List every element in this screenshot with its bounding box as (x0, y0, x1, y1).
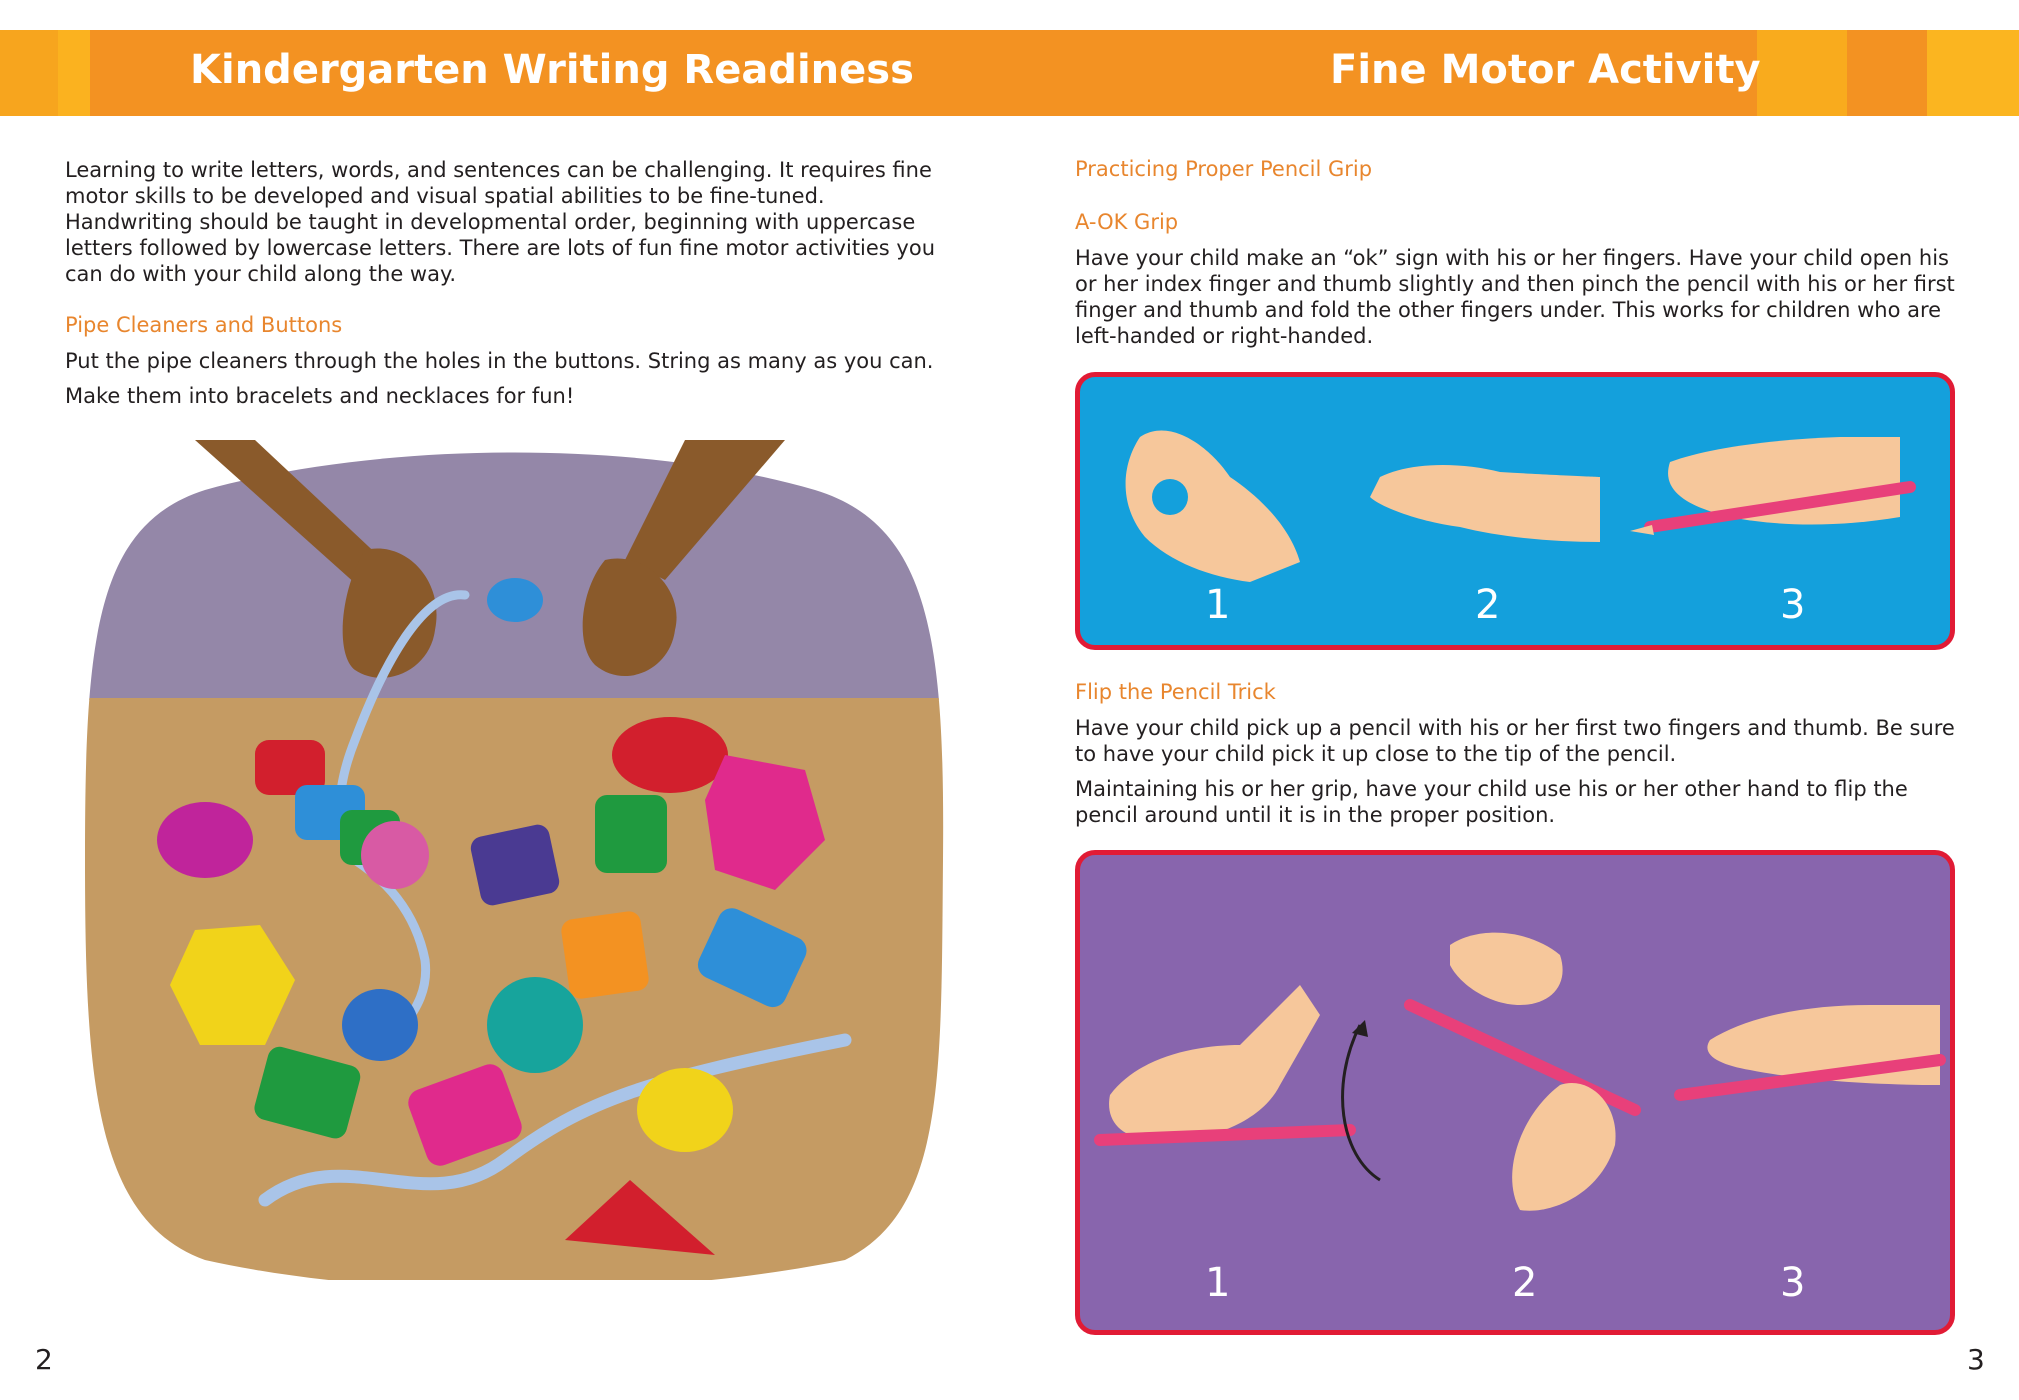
left-page-title: Kindergarten Writing Readiness (190, 47, 914, 93)
aok-grip-panel (1075, 372, 1955, 650)
right-page-title: Fine Motor Activity (1330, 47, 1761, 93)
pipe-step-1: Put the pipe cleaners through the holes in the buttons. String as many as you can. (65, 349, 934, 373)
flip-step-label-2: 2 (1512, 1260, 1538, 1306)
aok-step-label-1: 1 (1205, 582, 1231, 628)
flip-step-label-1: 1 (1205, 1260, 1231, 1306)
aok-grip-paragraph: Have your child make an “ok” sign with his or her fingers. Have your child open his or her index finger and thumb slightly and then pinch the pencil with his or her first finger and thumb and fold the other fingers under. This works for children who are left-handed or right-handed. (1075, 246, 1955, 348)
section-heading-pipe-cleaners: Pipe Cleaners and Buttons (65, 313, 343, 337)
section-heading-flip-pencil: Flip the Pencil Trick (1075, 680, 1276, 704)
buttons-illustration (85, 440, 945, 1280)
pipe-step-2: Make them into bracelets and necklaces for fun! (65, 384, 575, 408)
flip-paragraph-2: Maintaining his or her grip, have your child use his or her other hand to flip the pencil around until it is in the proper position. (1075, 777, 1908, 827)
aok-step-label-3: 3 (1780, 582, 1806, 628)
section-heading-aok-grip: A-OK Grip (1075, 210, 1179, 234)
header-banner (0, 30, 2019, 116)
banner-stripe (1757, 30, 1847, 116)
main-heading-pencil-grip: Practicing Proper Pencil Grip (1075, 157, 1373, 181)
left-page-number: 2 (35, 1343, 53, 1376)
intro-paragraph: Learning to write letters, words, and sentences can be challenging. It requires fine motor skills to be developed and visual spatial abilities to be fine-tuned. Handwriting should be taught in developmental order, beginning with uppercase letters followed by lowercase letters. There are lots of fun fine motor activities you can do with your child along the way. (65, 158, 936, 286)
flip-step-label-3: 3 (1780, 1260, 1806, 1306)
flip-pencil-hands (1080, 855, 1950, 1330)
aok-step-label-2: 2 (1475, 582, 1501, 628)
banner-stripe (58, 30, 90, 116)
banner-stripe (1847, 30, 1927, 116)
right-page-number: 3 (1967, 1343, 1985, 1376)
flip-pencil-panel (1075, 850, 1955, 1335)
banner-stripe (1927, 30, 2019, 116)
banner-stripe (0, 30, 58, 116)
flip-paragraph-1: Have your child pick up a pencil with his or her first two fingers and thumb. Be sure to have your child pick it up close to the tip of the pencil. (1075, 716, 1955, 766)
